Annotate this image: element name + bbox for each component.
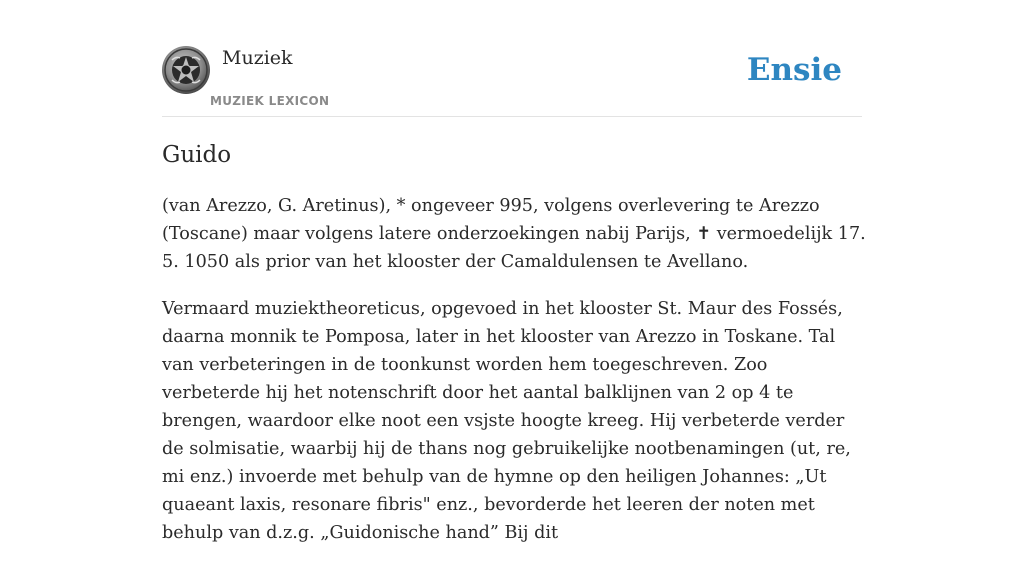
article-body	[162, 192, 868, 566]
article-title: Guido	[162, 142, 232, 168]
brand-logo-link[interactable]: Ensie	[746, 52, 842, 88]
emblem-logo-icon[interactable]	[162, 46, 210, 94]
article-paragraph: Vermaard muziektheoreticus, opgevoed in het klooster St. Maur des Fossés, daarna monnik te Pomposa, later in het klooster van Arezzo in Toskane. Tal van verbeteringen in de toonkunst worden hem toegeschreven. Zoo verbeterde hij het notenschrift door het aantal balklijnen van 2 op 4 te brengen, waardoor elke noot een vsjste hoogte kreeg. Hij verbeterde verder de solmisatie, waarbij hij de thans nog gebruikelijke nootbenamingen (ut, re, mi enz.) invoerde met behulp van de hymne op den heiligen Johannes: „Ut quaeant laxis, resonare fibris" enz., bevorderde het leeren der noten met behulp van d.z.g. „Guidonische hand” Bij dit	[162, 299, 851, 543]
section-name[interactable]: Muziek	[222, 47, 293, 69]
article-paragraph: (van Arezzo, G. Aretinus), * ongeveer 995, volgens overlevering te Arezzo (Toscane) maar volgens latere onderzoekingen nabij Parijs, ✝ vermoedelijk 17. 5. 1050 als prior van het klooster der Camaldulensen te Avellano.	[162, 196, 866, 272]
section-subtitle: MUZIEK LEXICON	[210, 94, 330, 108]
site-header	[162, 0, 862, 117]
